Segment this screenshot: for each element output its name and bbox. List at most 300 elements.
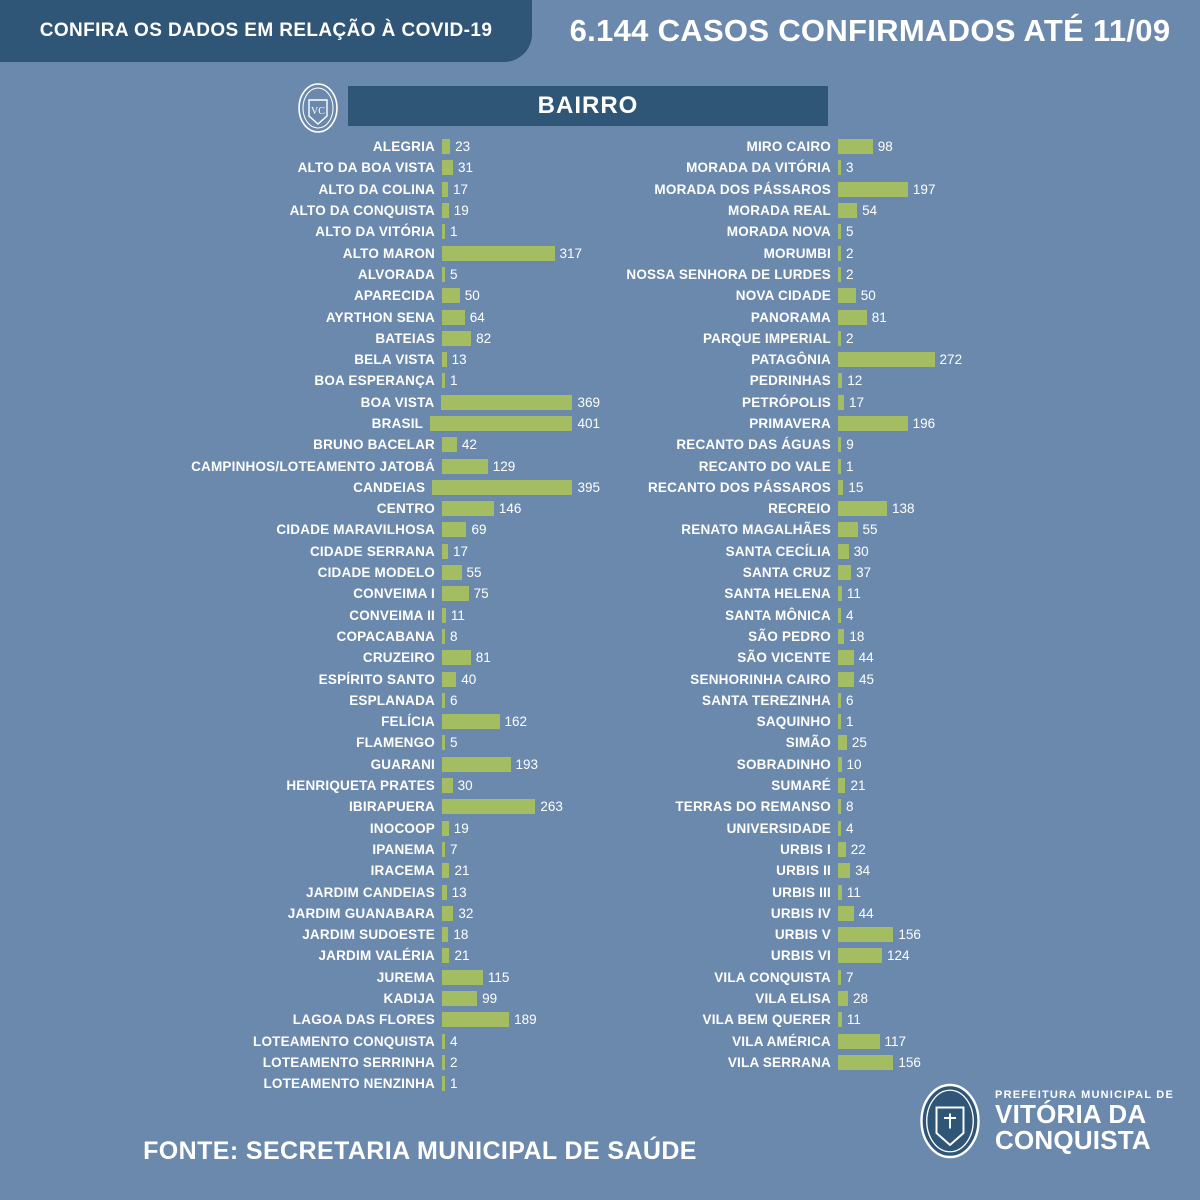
bar-category-label: MORADA NOVA — [726, 224, 831, 240]
bar-category-label: HENRIQUETA PRATES — [286, 778, 435, 794]
chart-bar-row — [610, 413, 1200, 434]
bar-value-label: 21 — [850, 778, 866, 794]
chart-bar-row — [610, 221, 1200, 242]
header-left-banner — [0, 0, 532, 62]
bar-container — [442, 310, 485, 325]
chart-bar-row — [10, 562, 600, 583]
bar-category-label: RECANTO DO VALE — [698, 458, 831, 474]
bar-container — [838, 267, 854, 282]
bar-value-label: 11 — [846, 1012, 861, 1028]
bar-value-label: 13 — [451, 884, 467, 900]
bar-value-label: 1 — [450, 224, 458, 240]
bar-category-label: VILA CONQUISTA — [714, 969, 831, 985]
bar-container — [442, 778, 473, 793]
bar-container — [838, 821, 854, 836]
bar-value-label: 129 — [492, 458, 516, 474]
bar — [838, 522, 858, 537]
bar — [838, 437, 841, 452]
bar-category-label: INOCOOP — [369, 820, 435, 836]
chart-bar-row — [610, 328, 1200, 349]
bar-container — [838, 714, 854, 729]
bar — [442, 948, 449, 963]
bar-category-label: BATEIAS — [375, 330, 435, 346]
bar-container — [838, 182, 935, 197]
bar-container — [838, 480, 863, 495]
bar-value-label: 7 — [450, 841, 458, 857]
bar — [442, 1076, 445, 1091]
chart-bar-row — [10, 413, 600, 434]
bar — [838, 501, 887, 516]
bar-category-label: SANTA MÔNICA — [725, 607, 831, 623]
bar — [838, 693, 841, 708]
bar-container — [442, 522, 487, 537]
bar-container — [441, 395, 600, 410]
chart-bar-row — [10, 945, 600, 966]
bar-category-label: AYRTHON SENA — [325, 309, 435, 325]
bar-category-label: GUARANI — [370, 756, 435, 772]
bar-value-label: 34 — [855, 863, 871, 879]
bar-category-label: PETRÓPOLIS — [741, 394, 831, 410]
logo-line-1: PREFEITURA MUNICIPAL DE — [995, 1088, 1174, 1101]
bar-value-label: 7 — [846, 969, 854, 985]
bar-container — [838, 160, 854, 175]
bar — [442, 629, 445, 644]
bar-value-label: 3 — [846, 160, 854, 176]
bar — [442, 586, 469, 601]
bar-category-label: CRUZEIRO — [362, 650, 435, 666]
bar-container — [838, 139, 893, 154]
bar-value-label: 19 — [453, 820, 469, 836]
chart-bar-row — [10, 605, 600, 626]
bar — [838, 139, 873, 154]
bar-container — [838, 735, 867, 750]
chart-bar-row — [10, 349, 600, 370]
bar-container — [838, 246, 854, 261]
bar-value-label: 17 — [453, 543, 469, 559]
bar-value-label: 21 — [454, 863, 470, 879]
chart-bar-row — [10, 1009, 600, 1030]
header — [0, 0, 1200, 62]
bar-value-label: 99 — [482, 991, 498, 1007]
bar-value-label: 15 — [848, 479, 864, 495]
bar-category-label: SOBRADINHO — [736, 756, 831, 772]
bar-category-label: FLAMENGO — [356, 735, 435, 751]
bar-category-label: SANTA CECÍLIA — [725, 543, 831, 559]
chart-bar-row — [610, 1009, 1200, 1030]
bar-value-label: 6 — [846, 692, 854, 708]
bar — [442, 437, 457, 452]
chart-bar-row — [10, 328, 600, 349]
chart-bar-row — [10, 818, 600, 839]
chart-bar-row — [10, 242, 600, 263]
bar-value-label: 4 — [846, 607, 854, 623]
bar-category-label: RECREIO — [768, 501, 831, 517]
bar-category-label: CIDADE SERRANA — [309, 543, 435, 559]
bar-category-label: IPANEMA — [372, 841, 435, 857]
bar — [838, 310, 867, 325]
bar-container — [838, 565, 871, 580]
chart-bar-row — [610, 775, 1200, 796]
chart-columns — [0, 136, 1200, 1094]
bar-category-label: SANTA TEREZINHA — [702, 692, 831, 708]
bar-value-label: 44 — [858, 905, 874, 921]
chart-bar-row — [10, 455, 600, 476]
chart-bar-row — [610, 200, 1200, 221]
bar-container — [442, 565, 482, 580]
bar-category-label: URBIS II — [776, 863, 831, 879]
bar — [838, 182, 908, 197]
bar-container — [838, 544, 869, 559]
bar-value-label: 5 — [846, 224, 854, 240]
bar-category-label: IBIRAPUERA — [348, 799, 435, 815]
bar-container — [442, 735, 458, 750]
bar — [442, 863, 449, 878]
bar-value-label: 1 — [450, 1076, 458, 1092]
bar — [838, 778, 845, 793]
bar-value-label: 30 — [457, 778, 473, 794]
bar — [442, 778, 453, 793]
bar — [838, 885, 842, 900]
chart-bar-row — [10, 583, 600, 604]
bar-category-label: MORADA DA VITÓRIA — [686, 160, 831, 176]
bar-category-label: URBIS IV — [770, 905, 831, 921]
bar-container — [838, 672, 874, 687]
bar-container — [838, 970, 854, 985]
bar — [442, 459, 488, 474]
bar — [442, 1012, 509, 1027]
bar-category-label: CONVEIMA I — [353, 586, 435, 602]
bar-value-label: 1 — [450, 373, 458, 389]
bar-container — [838, 863, 870, 878]
chart-bar-row — [10, 711, 600, 732]
bar-category-label: SANTA CRUZ — [742, 565, 831, 581]
bar-value-label: 19 — [453, 203, 469, 219]
bar-category-label: URBIS VI — [770, 948, 831, 964]
bar-category-label: IRACEMA — [370, 863, 435, 879]
bar-container — [838, 437, 854, 452]
bar-container — [442, 203, 469, 218]
bar-category-label: ALTO DA COLINA — [318, 181, 435, 197]
bar-container — [838, 885, 861, 900]
bar-container — [442, 1034, 458, 1049]
chart-bar-row — [610, 903, 1200, 924]
bar-value-label: 2 — [846, 245, 854, 261]
bar — [838, 906, 854, 921]
chart-bar-row — [610, 754, 1200, 775]
header-left-text: CONFIRA OS DADOS EM RELAÇÃO À COVID-19 — [39, 20, 493, 41]
chart-bar-row — [610, 370, 1200, 391]
bar-category-label: LOTEAMENTO SERRINHA — [262, 1054, 435, 1070]
bar-container — [442, 608, 465, 623]
chart-bar-row — [10, 732, 600, 753]
bar-container — [442, 799, 563, 814]
bar-category-label: ALTO DA BOA VISTA — [297, 160, 435, 176]
bar — [838, 224, 841, 239]
bar-category-label: BRASIL — [371, 416, 424, 431]
bar-category-label: APARECIDA — [353, 288, 435, 304]
chart-bar-row — [610, 881, 1200, 902]
chart-bar-row — [610, 157, 1200, 178]
bar-container — [442, 863, 469, 878]
bar — [442, 331, 471, 346]
bar-container — [442, 501, 521, 516]
city-crest-icon — [917, 1082, 983, 1160]
logo-line-2: VITÓRIA DA — [995, 1098, 1147, 1129]
bar-value-label: 50 — [464, 288, 480, 304]
bar-category-label: BOA ESPERANÇA — [314, 373, 435, 389]
chart-bar-row — [610, 562, 1200, 583]
bar-category-label: VILA BEM QUERER — [702, 1012, 831, 1028]
bar-container — [838, 331, 854, 346]
bar — [442, 608, 446, 623]
chart-bar-row — [10, 157, 600, 178]
chart-bar-row — [10, 136, 600, 157]
bar-value-label: 2 — [846, 266, 854, 282]
chart-bar-row — [10, 1030, 600, 1051]
city-crest-icon — [296, 82, 340, 134]
chart-bar-row — [10, 754, 600, 775]
bar-value-label: 272 — [939, 352, 963, 368]
bar-container — [442, 459, 515, 474]
bar-category-label: RECANTO DAS ÁGUAS — [676, 437, 831, 453]
bar-value-label: 4 — [450, 1033, 458, 1049]
bar-container — [838, 224, 854, 239]
bar — [838, 288, 856, 303]
bar-category-label: LAGOA DAS FLORES — [292, 1012, 435, 1028]
bar-value-label: 4 — [846, 820, 854, 836]
bar-category-label: CIDADE MODELO — [317, 565, 435, 581]
bar-category-label: LOTEAMENTO NENZINHA — [263, 1076, 435, 1092]
bar-value-label: 138 — [891, 501, 915, 517]
bar-category-label: URBIS V — [774, 927, 831, 943]
chart-bar-row — [610, 519, 1200, 540]
bar-value-label: 64 — [469, 309, 485, 325]
bar-container — [442, 586, 489, 601]
bar-value-label: 23 — [455, 139, 471, 155]
bar-category-label: MORADA REAL — [728, 203, 831, 219]
bar-value-label: 54 — [862, 203, 878, 219]
bar-value-label: 1 — [846, 458, 854, 474]
bar-value-label: 196 — [912, 416, 936, 431]
bar-category-label: KADIJA — [383, 991, 435, 1007]
bar — [442, 267, 445, 282]
bar-value-label: 81 — [475, 650, 491, 666]
bar — [442, 799, 535, 814]
bar — [442, 501, 494, 516]
bar-category-label: SENHORINHA CAIRO — [690, 671, 831, 687]
bar-value-label: 98 — [877, 139, 893, 155]
bar — [838, 565, 851, 580]
bar-container — [442, 821, 469, 836]
chart-bar-row — [10, 541, 600, 562]
bar-category-label: FELÍCIA — [381, 714, 435, 730]
bar — [838, 608, 841, 623]
chart-bar-row — [610, 668, 1200, 689]
bar — [432, 480, 572, 495]
chart-bar-row — [10, 306, 600, 327]
chart-bar-row — [10, 881, 600, 902]
bar — [838, 480, 843, 495]
bar-container — [838, 416, 935, 431]
bar-value-label: 40 — [461, 671, 477, 687]
bar-category-label: PANORAMA — [750, 309, 831, 325]
chart-title-bar — [348, 86, 828, 126]
bar-value-label: 2 — [846, 330, 854, 346]
bar-value-label: 12 — [847, 373, 863, 389]
bar-container — [442, 693, 458, 708]
bar-category-label: PARQUE IMPERIAL — [702, 330, 831, 346]
bar-container — [442, 991, 497, 1006]
bar-value-label: 50 — [860, 288, 876, 304]
bar-container — [442, 267, 458, 282]
bar-container — [838, 948, 910, 963]
bar — [838, 544, 849, 559]
bar — [838, 459, 841, 474]
bar-category-label: JARDIM VALÉRIA — [318, 948, 435, 964]
bar — [442, 1055, 445, 1070]
bar — [838, 1012, 842, 1027]
bar-value-label: 193 — [515, 756, 539, 772]
bar-container — [838, 352, 962, 367]
chart-bar-row — [10, 1052, 600, 1073]
bar — [442, 650, 471, 665]
bar-container — [838, 650, 874, 665]
bar-value-label: 5 — [450, 266, 458, 282]
chart-bar-row — [610, 498, 1200, 519]
bar-container — [838, 842, 866, 857]
bar-container — [838, 991, 868, 1006]
bar-category-label: COPACABANA — [336, 628, 435, 644]
bar-container — [838, 288, 876, 303]
chart-bar-row — [610, 605, 1200, 626]
bar-category-label: TERRAS DO REMANSO — [675, 799, 831, 815]
bar — [442, 373, 445, 388]
chart-bar-row — [10, 690, 600, 711]
bar-container — [838, 778, 865, 793]
bar — [838, 373, 842, 388]
chart-bar-row — [10, 775, 600, 796]
bar-category-label: CIDADE MARAVILHOSA — [276, 522, 435, 538]
bar-value-label: 11 — [846, 586, 861, 602]
bar-value-label: 162 — [504, 714, 528, 730]
bar-category-label: ALTO MARON — [342, 245, 435, 261]
bar-value-label: 30 — [853, 543, 869, 559]
bar-container — [442, 1076, 458, 1091]
bar — [442, 906, 453, 921]
bar-value-label: 2 — [450, 1054, 458, 1070]
chart-bar-row — [610, 541, 1200, 562]
bar-category-label: ALTO DA VITÓRIA — [315, 224, 435, 240]
bar-container — [442, 352, 467, 367]
bar-container — [442, 160, 473, 175]
bar-container — [838, 906, 874, 921]
bar-container — [838, 1012, 861, 1027]
bar — [442, 735, 445, 750]
bar-category-label: VILA AMÉRICA — [732, 1033, 831, 1049]
bar — [838, 757, 842, 772]
bar — [442, 246, 555, 261]
chart-bar-row — [610, 349, 1200, 370]
bar — [442, 352, 447, 367]
bar-value-label: 197 — [912, 181, 936, 197]
bar-value-label: 17 — [849, 394, 865, 410]
bar — [838, 991, 848, 1006]
chart-bar-row — [10, 967, 600, 988]
bar-value-label: 55 — [466, 565, 482, 581]
bar-category-label: ALVORADA — [357, 266, 435, 282]
bar — [838, 1034, 880, 1049]
bar-container — [442, 224, 458, 239]
chart-bar-row — [610, 839, 1200, 860]
bar-value-label: 1 — [846, 714, 854, 730]
bar-category-label: BELA VISTA — [354, 352, 435, 368]
chart-bar-row — [610, 711, 1200, 732]
bar-container — [442, 927, 468, 942]
chart-bar-row — [610, 264, 1200, 285]
bar — [838, 672, 854, 687]
bar — [442, 522, 466, 537]
bar — [838, 203, 857, 218]
bar-container — [838, 395, 864, 410]
bar-container — [442, 1012, 537, 1027]
header-right-text: 6.144 CASOS CONFIRMADOS ATÉ 11/09 — [569, 13, 1171, 48]
bar — [838, 821, 841, 836]
chart-bar-row — [610, 1052, 1200, 1073]
bar-category-label: NOVA CIDADE — [735, 288, 831, 304]
bar-value-label: 369 — [577, 394, 600, 410]
bar-category-label: MIRO CAIRO — [746, 139, 831, 155]
bar-category-label: VILA ELISA — [755, 991, 831, 1007]
logo-line-3: CONQUISTA — [995, 1124, 1151, 1155]
chart-column-right — [600, 136, 1200, 1094]
bar-value-label: 11 — [450, 607, 465, 623]
bar-category-label: PEDRINHAS — [749, 373, 831, 389]
chart-bar-row — [610, 647, 1200, 668]
source-label: FONTE: SECRETARIA MUNICIPAL DE SAÚDE — [143, 1137, 697, 1165]
chart-bar-row — [10, 477, 600, 498]
bar-category-label: CAMPINHOS/LOTEAMENTO JATOBÁ — [191, 458, 435, 474]
bar-value-label: 22 — [850, 841, 866, 857]
bar-category-label: JARDIM GUANABARA — [287, 905, 435, 921]
bar-value-label: 18 — [453, 927, 469, 943]
bar-category-label: NOSSA SENHORA DE LURDES — [626, 266, 831, 282]
bar-category-label: JARDIM SUDOESTE — [302, 927, 435, 943]
bar-container — [838, 586, 861, 601]
chart-bar-row — [10, 839, 600, 860]
bar-category-label: ALEGRIA — [372, 139, 435, 155]
bar-value-label: 124 — [887, 948, 910, 964]
chart-bar-row — [10, 647, 600, 668]
bar-category-label: MORADA DOS PÁSSAROS — [654, 181, 831, 197]
bar-value-label: 115 — [487, 969, 510, 985]
bar-value-label: 13 — [451, 352, 467, 368]
bar — [838, 842, 846, 857]
bar-value-label: 156 — [898, 927, 921, 943]
chart-bar-row — [10, 668, 600, 689]
bar — [838, 160, 841, 175]
bar-container — [442, 373, 458, 388]
chart-bar-row — [10, 200, 600, 221]
bar — [442, 757, 511, 772]
bar-container — [442, 906, 473, 921]
chart-bar-row — [610, 1030, 1200, 1051]
bar — [442, 885, 447, 900]
bar-category-label: ALTO DA CONQUISTA — [289, 203, 435, 219]
bar-category-label: SAQUINHO — [756, 714, 831, 730]
bar-container — [442, 1055, 458, 1070]
bar-value-label: 75 — [473, 586, 489, 602]
bar — [838, 735, 847, 750]
